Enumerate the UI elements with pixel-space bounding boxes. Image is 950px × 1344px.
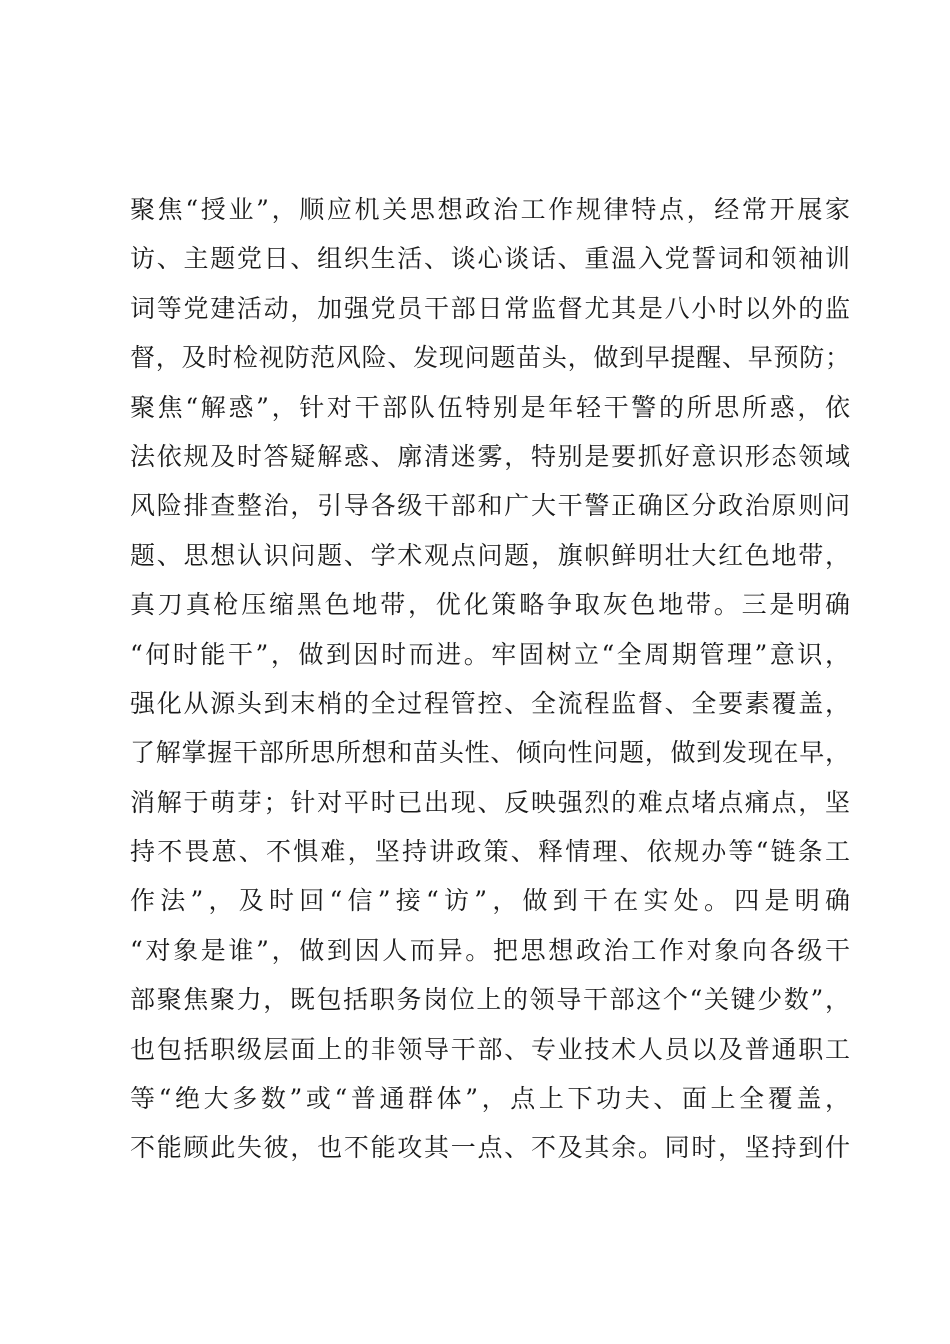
text-line: 持不畏葸、不惧难，坚持讲政策、释情理、依规办等“链条工 [130, 837, 850, 867]
body-paragraph [130, 185, 850, 1173]
text-line: 督，及时检视防范风险、发现问题苗头，做到早提醒、早预防； [130, 343, 850, 373]
text-line: 法依规及时答疑解惑、廓清迷雾，特别是要抓好意识形态领域 [130, 441, 850, 471]
text-line: 了解掌握干部所思所想和苗头性、倾向性问题，做到发现在早， [130, 738, 850, 768]
text-line: 不能顾此失彼，也不能攻其一点、不及其余。同时，坚持到什 [130, 1133, 850, 1163]
text-line: “何时能干”，做到因时而进。牢固树立“全周期管理”意识， [130, 639, 850, 669]
text-line: 聚焦“授业”，顺应机关思想政治工作规律特点，经常开展家 [130, 195, 850, 224]
text-line: 真刀真枪压缩黑色地带，优化策略争取灰色地带。三是明确 [130, 590, 850, 620]
text-line: 等“绝大多数”或“普通群体”，点上下功夫、面上全覆盖， [130, 1084, 850, 1114]
text-line: 部聚焦聚力，既包括职务岗位上的领导干部这个“关键少数”， [130, 985, 850, 1015]
text-line: 词等党建活动，加强党员干部日常监督尤其是八小时以外的监 [130, 293, 850, 323]
text-line: 题、思想认识问题、学术观点问题，旗帜鲜明壮大红色地带， [130, 540, 850, 570]
text-line: 也包括职级层面上的非领导干部、专业技术人员以及普通职工 [130, 1034, 850, 1064]
text-line: 风险排查整治，引导各级干部和广大干警正确区分政治原则问 [130, 491, 850, 521]
text-line: 聚焦“解惑”，针对干部队伍特别是年轻干警的所思所惑，依 [130, 392, 850, 422]
text-line: 访、主题党日、组织生活、谈心谈话、重温入党誓词和领袖训 [130, 244, 850, 274]
text-line: 消解于萌芽；针对平时已出现、反映强烈的难点堵点痛点，坚 [130, 787, 850, 817]
text-line: 作法”，及时回“信”接“访”，做到干在实处。四是明确 [130, 886, 850, 916]
text-line: “对象是谁”，做到因人而异。把思想政治工作对象向各级干 [130, 935, 850, 965]
text-line: 强化从源头到末梢的全过程管控、全流程监督、全要素覆盖， [130, 688, 850, 718]
